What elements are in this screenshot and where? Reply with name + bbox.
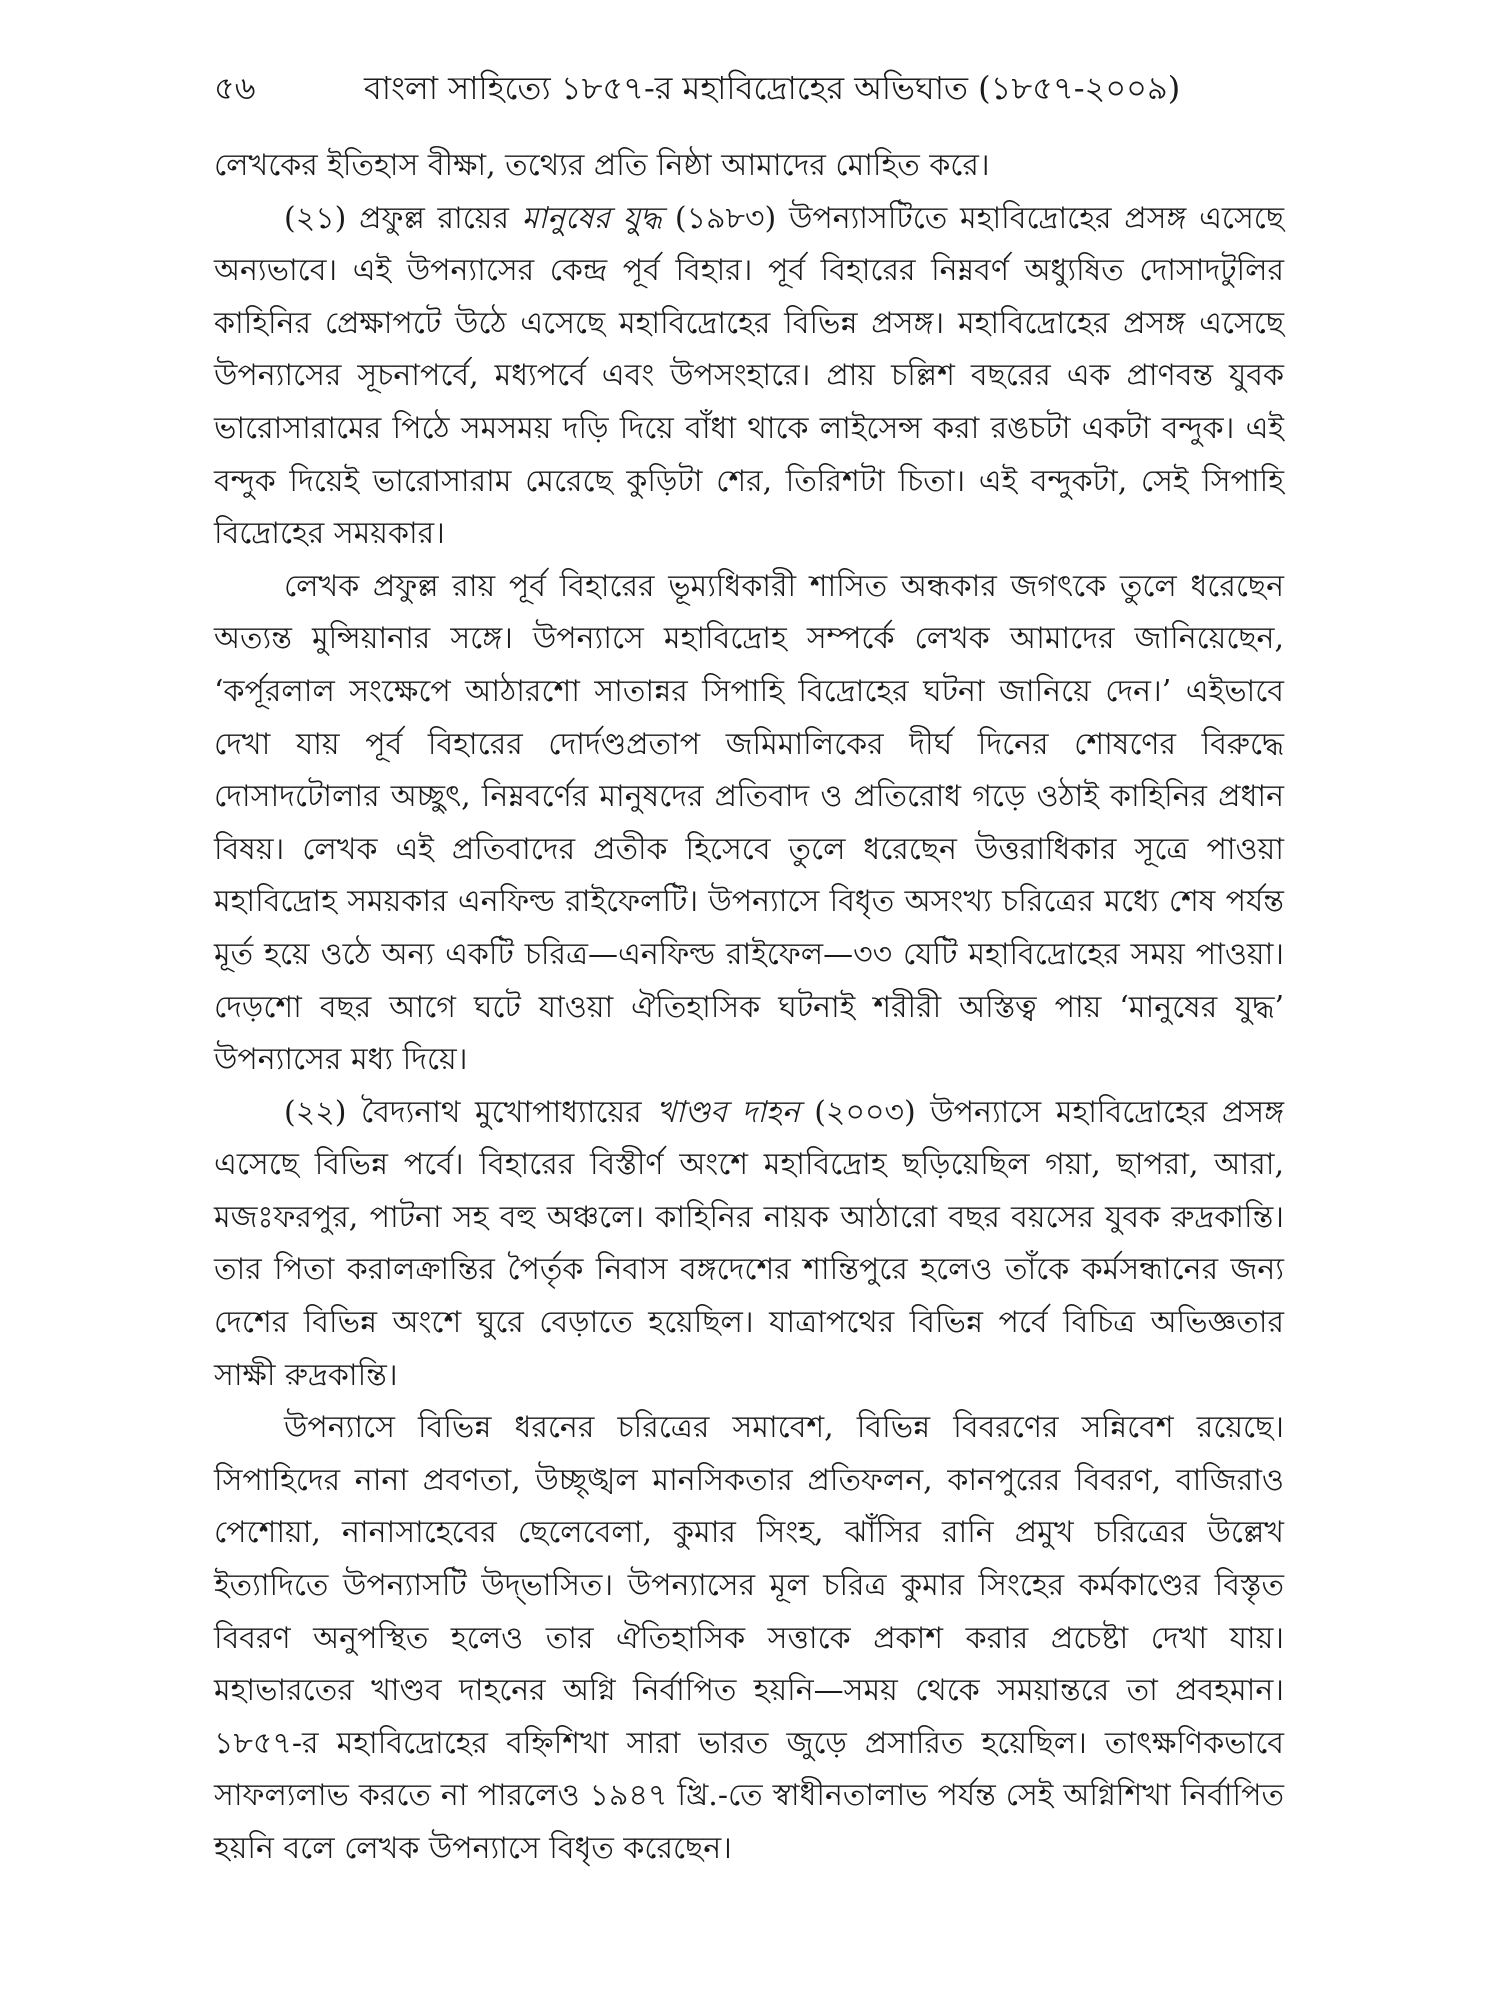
- paragraph-analysis: উপন্যাসে বিভিন্ন ধরনের চরিত্রের সমাবেশ, বিভিন্ন বিবরণের সন্নিবেশ রয়েছে। সিপাহিদের নানা প্রবণতা, উচ্ছৃঙ্খল মানসিকতার প্রতিফলন, কানপুরের বিবরণ, বাজিরাও পেশোয়া, নানাসাহেবের ছেলেবেলা, কুমার সিংহ, ঝাঁসির রানি প্রমুখ চরিত্রের উল্লেখ ইত্যাদিতে উপন্যাসটি উদ্‌ভাসিত। উপন্যাসের মূল চরিত্র কুমার সিংহের কর্মকাণ্ডের বিস্তৃত বিবরণ অনুপস্থিত হলেও তার ঐতিহাসিক সত্তাকে প্রকাশ করার প্রচেষ্টা দেখা যায়। মহাভারতের খাণ্ডব দাহনের অগ্নি নির্বাপিত হয়নি—সময় থেকে সময়ান্তরে তা প্রবহমান। ১৮৫৭-র মহাবিদ্রোহের বহ্নিশিখা সারা ভারত জুড়ে প্রসারিত হয়েছিল। তাৎক্ষণিকভাবে সাফল্যলাভ করতে না পারলেও ১৯৪৭ খ্রি.-তে স্বাধীনতালাভ পর্যন্ত সেই অগ্নিশিখা নির্বাপিত হয়নি বলে লেখক উপন্যাসে বিধৃত করেছেন।: [214, 1410, 1284, 1866]
- paragraph-text: (২০০৩) উপন্যাসে মহাবিদ্রোহের প্রসঙ্গ এসেছে বিভিন্ন পর্বে। বিহারের বিস্তীর্ণ অংশে মহাবিদ্রোহ ছড়িয়েছিল গয়া, ছাপরা, আরা, মজঃফরপুর, পাটনা সহ বহু অঞ্চলে। কাহিনির নায়ক আঠারো বছর বয়সের যুবক রুদ্রকান্তি। তার পিতা করালক্রান্তির পৈর্তৃক নিবাস বঙ্গদেশের শান্তিপুরে হলেও তাঁকে কর্মসন্ধানের জন্য দেশের বিভিন্ন অংশে ঘুরে বেড়াতে হয়েছিল। যাত্রাপথের বিভিন্ন পর্বে বিচিত্র অভিজ্ঞতার সাক্ষী রুদ্রকান্তি।: [214, 1094, 1284, 1393]
- paragraph-item-22: [214, 1087, 1284, 1403]
- page-header: [214, 58, 1284, 118]
- paragraph-continuation: লেখকের ইতিহাস বীক্ষা, তথ্যের প্রতি নিষ্ঠা আমাদের মোহিত করে।: [214, 148, 990, 183]
- paragraph-lead: (২১) প্রফুল্ল রায়ের: [284, 200, 522, 236]
- book-title-khandab-dahan: খাণ্ডব দাহন: [656, 1094, 800, 1130]
- body-text: [214, 140, 1284, 1876]
- paragraph-lead: (২২) বৈদ্যনাথ মুখোপাধ্যায়ের: [284, 1094, 657, 1130]
- paragraph-discussion: লেখক প্রফুল্ল রায় পূর্ব বিহারের ভূম্যধিকারী শাসিত অন্ধকার জগৎকে তুলে ধরেছেন অত্যন্ত মুন্সিয়ানার সঙ্গে। উপন্যাসে মহাবিদ্রোহ সম্পর্কে লেখক আমাদের জানিয়েছেন, ‘কর্পূরলাল সংক্ষেপে আঠারশো সাতান্নর সিপাহি বিদ্রোহের ঘটনা জানিয়ে দেন।’ এইভাবে দেখা যায় পূর্ব বিহারের দোর্দণ্ডপ্রতাপ জমিমালিকের দীর্ঘ দিনের শোষণের বিরুদ্ধে দোসাদটোলার অচ্ছুৎ, নিম্নবর্ণের মানুষদের প্রতিবাদ ও প্রতিরোধ গড়ে ওঠাই কাহিনির প্রধান বিষয়। লেখক এই প্রতিবাদের প্রতীক হিসেবে তুলে ধরেছেন উত্তরাধিকার সূত্রে পাওয়া মহাবিদ্রোহ সময়কার এনফিল্ড রাইফেলটি। উপন্যাসে বিধৃত অসংখ্য চরিত্রের মধ্যে শেষ পর্যন্ত মূর্ত হয়ে ওঠে অন্য একটি চরিত্র—এনফিল্ড রাইফেল—৩৩ যেটি মহাবিদ্রোহের সময় পাওয়া। দেড়শো বছর আগে ঘটে যাওয়া ঐতিহাসিক ঘটনাই শরীরী অস্তিত্ব পায় ‘মানুষের যুদ্ধ’ উপন্যাসের মধ্য দিয়ে।: [214, 568, 1284, 1078]
- running-title: বাংলা সাহিত্যে ১৮৫৭-র মহাবিদ্রোহের অভিঘাত (১৮৫৭-২০০৯): [364, 69, 1181, 107]
- paragraph-text: (১৯৮৩) উপন্যাসটিতে মহাবিদ্রোহের প্রসঙ্গ এসেছে অন্যভাবে। এই উপন্যাসের কেন্দ্র পূর্ব বিহার। পূর্ব বিহারের নিম্নবর্ণ অধ্যুষিত দোসাদটুলির কাহিনির প্রেক্ষাপটে উঠে এসেছে মহাবিদ্রোহের বিভিন্ন প্রসঙ্গ। মহাবিদ্রোহের প্রসঙ্গ এসেছে উপন্যাসের সূচনাপর্বে, মধ্যপর্বে এবং উপসংহারে। প্রায় চল্লিশ বছরের এক প্রাণবন্ত যুবক ভারোসারামের পিঠে সমসময় দড়ি দিয়ে বাঁধা থাকে লাইসেন্স করা রঙচটা একটা বন্দুক। এই বন্দুক দিয়েই ভারোসারাম মেরেছে কুড়িটা শের, তিরিশটা চিতা। এই বন্দুকটা, সেই সিপাহি বিদ্রোহের সময়কার।: [214, 200, 1285, 552]
- paragraph-item-21: [214, 193, 1284, 561]
- page-number: ৫৬: [214, 69, 256, 107]
- book-title-manusher-juddha: মানুষের যুদ্ধ: [521, 200, 663, 236]
